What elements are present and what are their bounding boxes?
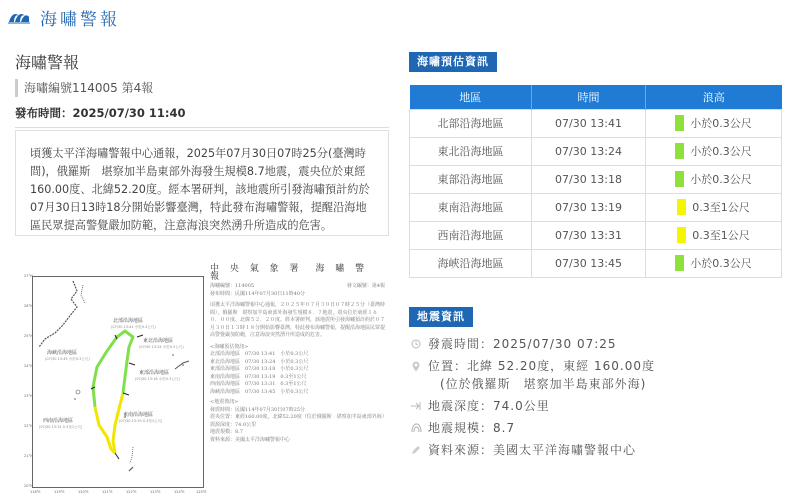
wave-level-swatch: [675, 143, 684, 159]
quake-depth: 地震深度：74.0公里: [428, 399, 550, 413]
map-label-strait: 海峽沿海地區: [47, 350, 78, 356]
quake-time-row: [410, 335, 655, 357]
map-quake-heading: <地震資訊>: [210, 399, 239, 405]
quake-depth-row: [410, 397, 655, 419]
lat-tick: 25°N: [24, 334, 33, 338]
map-forecast-row: 北部沿海地區 07/30 13:41 小於0.3公尺: [210, 351, 309, 357]
map-bulletin-issue: 發文編號：第4報: [346, 283, 385, 289]
wave-cell: [646, 165, 782, 193]
seismic-wave-icon: [410, 419, 422, 437]
lon-tick: 121°E: [102, 490, 113, 494]
table-row: [410, 193, 782, 221]
region-cell: 海峽沿海地區: [410, 249, 532, 277]
wave-height: 小於0.3公尺: [690, 257, 752, 270]
wave-icon: [8, 10, 30, 24]
wave-level-swatch: [675, 171, 684, 187]
wave-level-swatch: [677, 227, 686, 243]
quake-location-detail: (位於俄羅斯 堪察加半島東部外海): [440, 377, 647, 391]
time-cell: 07/30 13:31: [532, 221, 646, 249]
forecast-table: [409, 85, 782, 278]
lat-tick: 24°N: [24, 364, 33, 368]
region-cell: 東南沿海地區: [410, 193, 532, 221]
column-header-region: 地區: [410, 85, 532, 109]
column-header-wave: 浪高: [646, 85, 782, 109]
lat-tick: 20°N: [24, 484, 33, 488]
map-label-southwest: 西南沿海地區: [43, 418, 74, 424]
lon-tick: 125°E: [196, 490, 207, 494]
map-frame: [32, 276, 204, 488]
map-label-east: 東部沿海地區: [139, 370, 170, 376]
report-number: 海嘯編號114005 第4報: [15, 79, 153, 97]
region-cell: 東北沿海地區: [410, 137, 532, 165]
lat-tick: 27°N: [24, 274, 33, 278]
lat-tick: 23°N: [24, 394, 33, 398]
quake-source-row: [410, 441, 655, 463]
site-header: [8, 4, 120, 30]
map-sub-east: (07/30 13:18 小於0.3公尺): [135, 377, 180, 381]
taiwan-coast-map: [33, 277, 205, 489]
table-row: [410, 249, 782, 277]
map-forecast-heading: <海嘯預估資訊>: [210, 343, 249, 350]
lon-tick: 119°E: [54, 490, 65, 494]
map-forecast-row: 東北沿海地區 07/30 13:24 小於0.3公尺: [210, 358, 309, 365]
map-bulletin-title: 中 央 氣 象 署 海 嘯 警 報: [210, 264, 369, 282]
wave-height: 小於0.3公尺: [690, 117, 752, 130]
wave-cell: [646, 249, 782, 277]
lat-tick: 21°N: [24, 454, 33, 458]
lon-tick: 123°E: [150, 490, 161, 494]
wave-height: 0.3至1公尺: [692, 229, 750, 242]
map-quake-row: 震央位置：東經160.00度，北緯52.20度（位於俄羅斯 堪察加半島東部外海）: [210, 414, 387, 420]
wave-level-swatch: [677, 199, 686, 215]
map-label-north: 北部沿海地區: [113, 318, 144, 324]
clock-icon: [410, 335, 422, 353]
time-cell: 07/30 13:45: [532, 249, 646, 277]
quake-section-label: 地震資訊: [409, 307, 473, 327]
map-sub-strait: (07/30 13:45 小於0.3公尺): [45, 357, 90, 361]
forecast-section-label: 海嘯預估資訊: [409, 52, 497, 72]
depth-arrow-icon: [410, 397, 422, 415]
quake-location: 位置：北緯 52.20度，東經 160.00度: [428, 359, 655, 373]
map-forecast-row: 東南沿海地區 07/30 13:19 0.3至1公尺: [210, 373, 307, 380]
lon-tick: 118°E: [30, 490, 41, 494]
lat-tick: 26°N: [24, 304, 33, 308]
map-forecast-row: 海峽沿海地區 07/30 13:45 小於0.3公尺: [210, 388, 309, 395]
quake-magnitude: 地震規模：8.7: [428, 421, 516, 435]
time-cell: 07/30 13:18: [532, 165, 646, 193]
lat-tick: 22°N: [24, 424, 33, 428]
time-cell: 07/30 13:19: [532, 193, 646, 221]
map-pin-icon: [410, 357, 422, 375]
map-forecast-row: 東部沿海地區 07/30 13:18 小於0.3公尺: [210, 366, 309, 372]
wave-height: 小於0.3公尺: [690, 145, 752, 158]
quake-source: 資料來源：美國太平洋海嘯警報中心: [428, 443, 637, 457]
table-header-row: [410, 85, 782, 109]
column-header-time: 時間: [532, 85, 646, 109]
tsunami-warning-map-image[interactable]: [24, 264, 387, 496]
quake-time: 發震時間：2025/07/30 07:25: [428, 337, 617, 351]
divider: [15, 127, 389, 128]
time-cell: 07/30 13:24: [532, 137, 646, 165]
map-bulletin-body: 頃獲太平洋海嘯警報中心通報，２０２５年０７月３０日０７時２５分（臺灣時間），俄羅斯 堪察加半島東部外海發生規模８．７地震，震央位於東經１６０．００度、北緯５２．２０度。經本署研判，該地震所引發海嘯預計約於０７月３０日１３時１８分開始影響臺灣，特此發布海嘯警報，提醒沿海地區民眾提高警覺嚴加防範，注意海浪突然湧升所造成的危害。: [210, 302, 386, 338]
page-title: 海嘯警報: [15, 53, 80, 72]
time-cell: 07/30 13:41: [532, 109, 646, 137]
wave-cell: [646, 109, 782, 137]
wave-height: 0.3至1公尺: [692, 201, 750, 214]
publish-time: 發布時間：2025/07/30 11:40: [15, 106, 186, 120]
table-row: [410, 137, 782, 165]
warning-notice: 頃獲太平洋海嘯警報中心通報，2025年07月30日07時25分(臺灣時間)，俄羅斯 堪察加半島東部外海發生規模8.7地震，震央位於東經160.00度、北緯52.20度。經本署研判，該地震所引發海嘯預計約於07月30日13時18分開始影響臺灣，特此發布海嘯警報，提醒沿海地區民眾提高警覺嚴加防範，注意海浪突然湧升所造成的危害。: [15, 130, 389, 236]
map-sub-southwest: (07/30 13:31 0.3至1公尺): [39, 425, 83, 429]
region-cell: 西南沿海地區: [410, 221, 532, 249]
lon-tick: 122°E: [126, 490, 137, 494]
map-forecast-row: 西南沿海地區 07/30 13:31 0.3至1公尺: [210, 381, 307, 387]
map-sub-southeast: (07/30 13:19 0.3至1公尺): [119, 419, 163, 423]
map-sub-northeast: (07/30 13:24 小於0.3公尺): [139, 345, 184, 349]
map-quake-row: 震源深度：74.0公里: [210, 421, 257, 428]
map-bulletin-time: 發布時間：民國114年07月30日11時40分: [210, 290, 305, 297]
table-row: [410, 109, 782, 137]
map-quake-row: 發震時間：民國114年07月30日07時25分: [210, 406, 305, 413]
wave-level-swatch: [675, 115, 684, 131]
table-row: [410, 165, 782, 193]
wave-cell: [646, 137, 782, 165]
map-sub-north: (07/30 13:41 小於0.3公尺): [111, 325, 156, 329]
map-bulletin-text: [210, 266, 385, 444]
wave-height: 小於0.3公尺: [690, 173, 752, 186]
quake-location-row: [410, 357, 655, 397]
region-cell: 北部沿海地區: [410, 109, 532, 137]
map-bulletin-number: 海嘯編號：114005: [210, 283, 255, 289]
map-label-northeast: 東北沿海地區: [143, 338, 174, 344]
wave-cell: [646, 193, 782, 221]
map-quake-row: 地震規模：8.7: [210, 429, 243, 435]
quake-info-list: [410, 335, 655, 463]
lon-tick: 124°E: [174, 490, 185, 494]
wave-cell: [646, 221, 782, 249]
pencil-icon: [410, 441, 422, 459]
lon-tick: 120°E: [78, 490, 89, 494]
table-row: [410, 221, 782, 249]
wave-level-swatch: [675, 255, 684, 271]
map-label-southeast: 東南沿海地區: [123, 412, 154, 418]
region-cell: 東部沿海地區: [410, 165, 532, 193]
site-title: 海嘯警報: [40, 9, 120, 30]
map-quake-row: 資料來源：美國太平洋海嘯警報中心: [210, 436, 291, 443]
quake-magnitude-row: [410, 419, 655, 441]
